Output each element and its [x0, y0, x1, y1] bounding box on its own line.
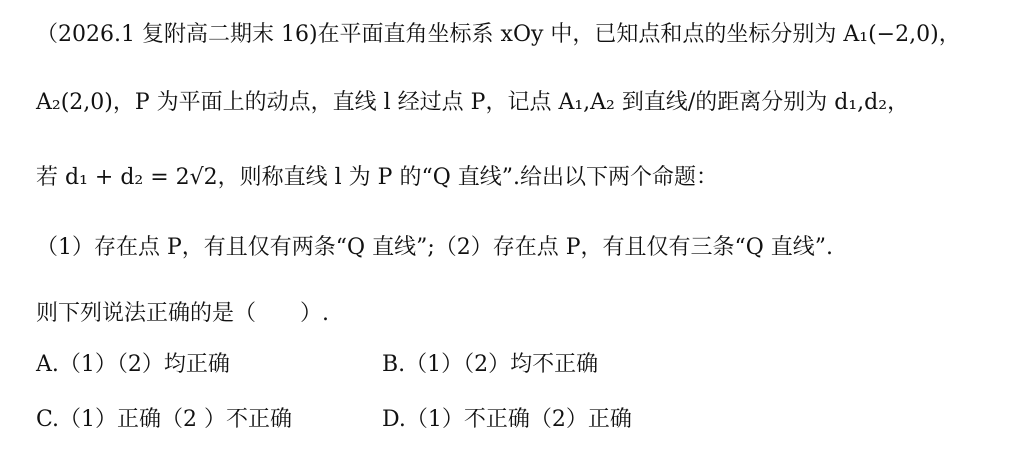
- option-b[interactable]: B.（1）（2）均不正确: [382, 352, 599, 377]
- question-line-3: 若 d₁ + d₂ = 2√2，则称直线 l 为 P 的“Q 直线”.给出以下两个命题：: [36, 165, 718, 190]
- question-line-1: （2026.1 复附高二期末 16)在平面直角坐标系 xOy 中，已知点和点的坐标分别为 A₁(−2,0)，: [36, 22, 961, 47]
- question-line-4: （1）存在点 P，有且仅有两条“Q 直线”;（2）存在点 P，有且仅有三条“Q 直线”.: [36, 235, 834, 260]
- question-line-5: 则下列说法正确的是（ ）.: [36, 301, 329, 326]
- option-c[interactable]: C.（1）正确（2 ）不正确: [36, 407, 293, 432]
- option-d[interactable]: D.（1）不正确（2）正确: [382, 407, 632, 432]
- question-line-2: A₂(2,0)，P 为平面上的动点，直线 l 经过点 P，记点 A₁,A₂ 到直线/的距离分别为 d₁,d₂，: [36, 90, 910, 115]
- option-a[interactable]: A.（1）（2）均正确: [36, 352, 230, 377]
